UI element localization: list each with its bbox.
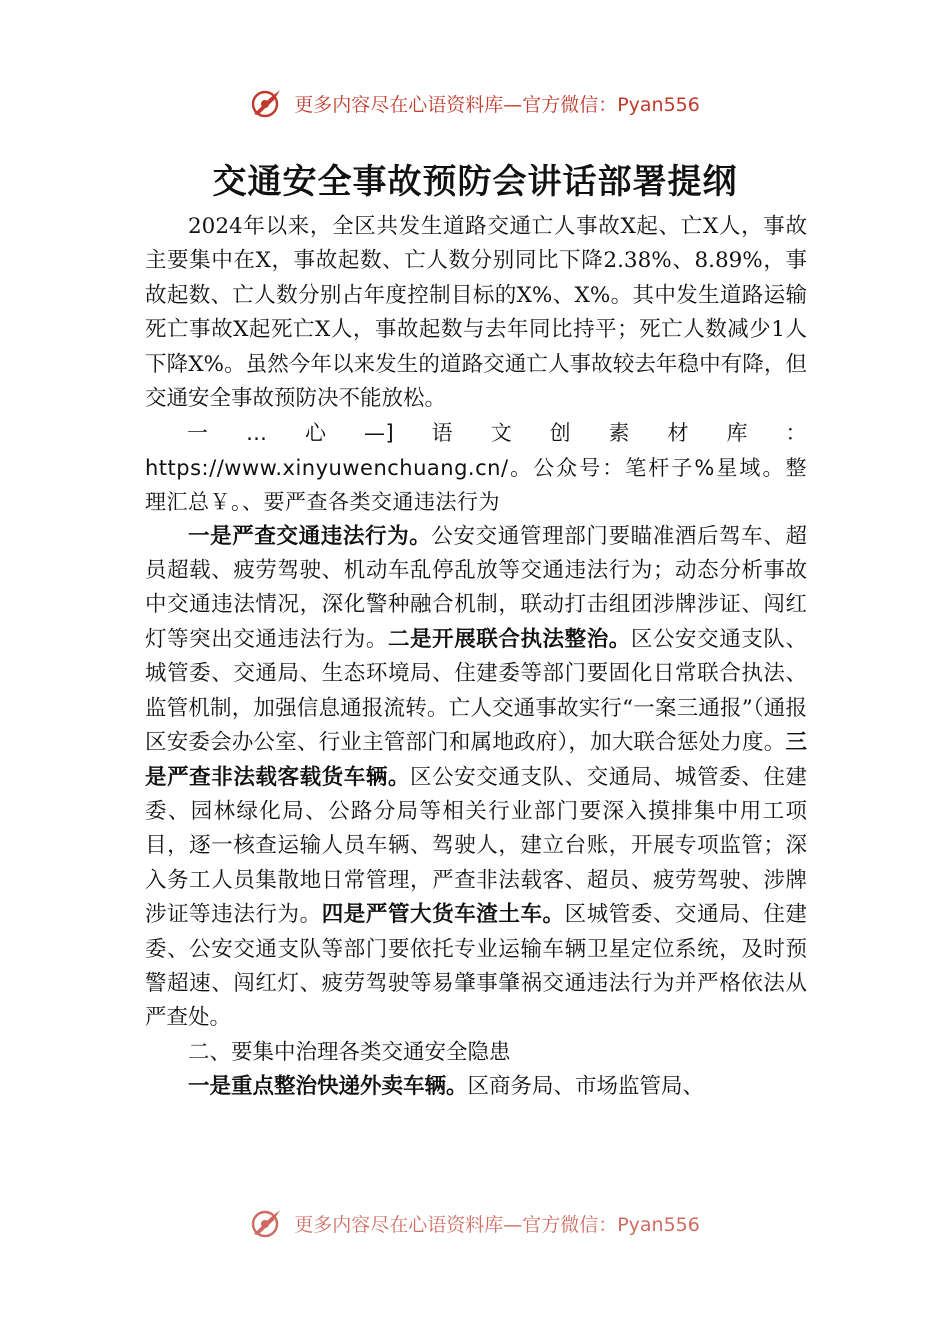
watermark-footer — [0, 1208, 950, 1243]
document-title: 交通安全事故预防会讲话部署提纲 — [212, 162, 738, 202]
source-line: 一…心—]语文创素材库：https://www.xinyuwenchuang.cn/。公众号：笔杆子%星域。整理汇总￥。、要严查各类交通违法行为 — [145, 421, 807, 515]
point-2-text: 区公安交通支队、城管委、交通局、生态环境局、住建委等部门要固化日常联合执法、监管机制，加强信息通报流转。亡人交通事故实行“一案三通报”（通报区安委会办公室、行业主管部门和属地政府），加大联合惩处力度。 — [145, 626, 807, 756]
watermark-header — [0, 88, 950, 123]
point-3-heading: 三是严查非法载客载货车辆。 — [145, 730, 807, 790]
point-1-text: 公安交通管理部门要瞄准酒后驾车、超员超载、疲劳驾驶、机动车乱停乱放等交通违法行为；动态分析事故中交通违法情况，深化警种融合机制，联动打击组团涉牌涉证、闯红灯等突出交通违法行为。 — [145, 523, 807, 652]
section2-point-1-text: 区商务局、市场监管局、 — [467, 1074, 705, 1100]
point-3-text: 区公安交通支队、交通局、城管委、住建委、园林绿化局、公路分局等相关行业部门要深入摸排集中用工项目，逐一核查运输人员车辆、驾驶人，建立台账，开展专项监管；深入务工人员集散地日常管理，严查非法载客、超员、疲劳驾驶、涉牌涉证等违法行为。 — [145, 764, 807, 928]
brush-logo-icon — [250, 1208, 284, 1243]
brush-logo-icon — [250, 88, 284, 123]
point-4-heading: 四是严管大货车渣土车。 — [321, 902, 565, 928]
point-1-heading: 一是严查交通违法行为。 — [188, 523, 432, 549]
document-body — [145, 210, 807, 1105]
watermark-text: 更多内容尽在心语资料库—官方微信：Pyan556 — [294, 94, 700, 116]
intro-paragraph: 2024年以来，全区共发生道路交通亡人事故X起、亡X人，事故主要集中在X，事故起数、亡人数分别同比下降2.38%、8.89%，事故起数、亡人数分别占年度控制目标的X%、X%。其中发生道路运输死亡事故X起死亡X人，事故起数与去年同比持平；死亡人数减少1人下降X%。虽然今年以来发生的道路交通亡人事故较去年稳中有降，但交通安全事故预防决不能放松。 — [145, 214, 807, 412]
section1-paragraph — [145, 520, 807, 1036]
section2-paragraph — [145, 1070, 807, 1104]
section2-heading: 二、要集中治理各类交通安全隐患 — [188, 1039, 511, 1065]
watermark-text: 更多内容尽在心语资料库—官方微信：Pyan556 — [294, 1214, 700, 1236]
point-2-heading: 二是开展联合执法整治。 — [387, 626, 631, 652]
point-4-text: 区城管委、交通局、住建委、公安交通支队等部门要依托专业运输车辆卫星定位系统，及时预警超速、闯红灯、疲劳驾驶等易肇事肇祸交通违法行为并严格依法从严查处。 — [145, 902, 807, 1031]
section2-point-1-heading: 一是重点整治快递外卖车辆。 — [188, 1074, 468, 1100]
